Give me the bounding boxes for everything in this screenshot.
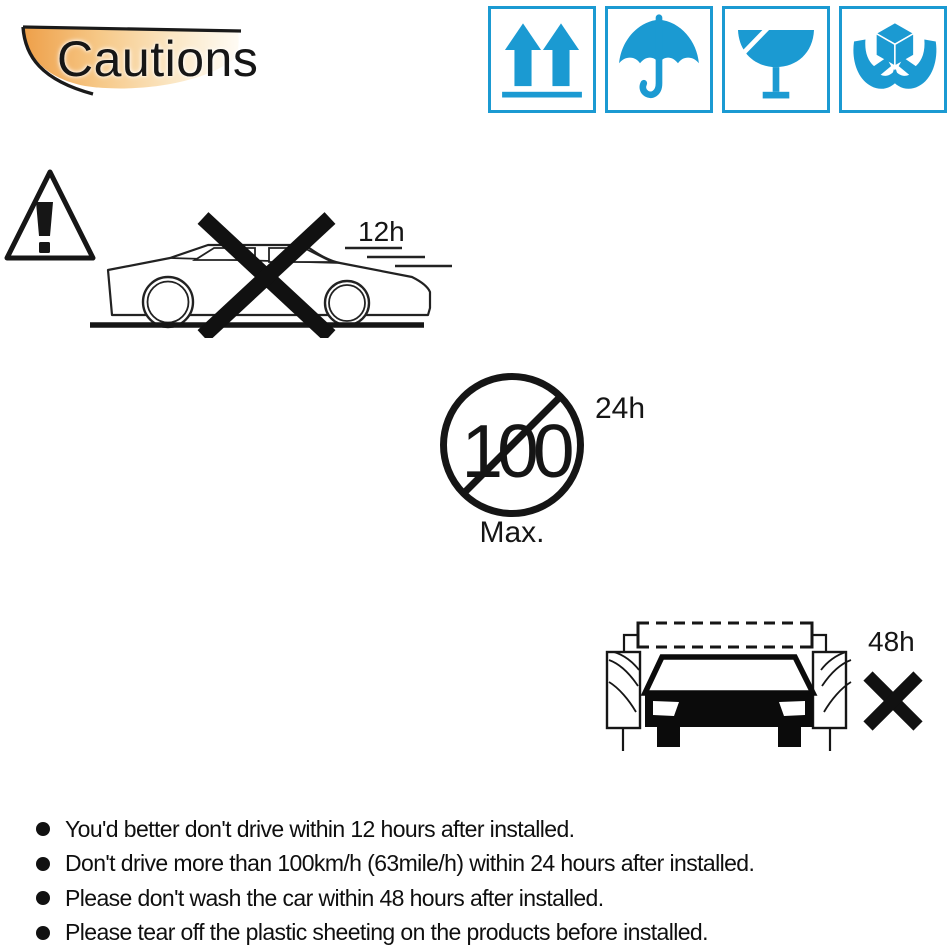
list-item [30, 881, 930, 916]
hands-box-icon [845, 12, 941, 107]
right-wheel [778, 727, 801, 747]
no-drive-duration-label: 12h [358, 216, 405, 247]
list-item [30, 812, 930, 847]
page-title: Cautions [57, 31, 259, 87]
left-wheel [657, 727, 680, 747]
speed-lines [345, 248, 452, 266]
bullet-dot [36, 891, 50, 905]
cautions-list [30, 812, 930, 949]
packaging-icon-handle-with-care [839, 6, 947, 113]
packaging-icon-this-way-up [488, 6, 596, 113]
bullet-dot [36, 822, 50, 836]
warning-triangle-icon [2, 166, 98, 266]
packaging-icon-fragile [722, 6, 830, 113]
packaging-icon-keep-dry [605, 6, 713, 113]
list-item-text: Please don't wash the car within 48 hours after installed. [65, 884, 604, 911]
left-brush [607, 652, 640, 751]
list-item [30, 916, 930, 949]
bullet-dot [36, 926, 50, 940]
list-item-text: You'd better don't drive within 12 hours after installed. [65, 815, 575, 842]
list-item [30, 847, 930, 882]
car-front-icon [645, 657, 813, 747]
speed-limit-duration-label: 24h [595, 392, 646, 425]
broken-glass-icon [728, 12, 824, 107]
speed-limit-value: 100 [461, 409, 569, 493]
bullet-dot [36, 857, 50, 871]
wash-gantry [624, 622, 826, 653]
packaging-icon-row [488, 6, 947, 113]
car-wash-figure [600, 608, 860, 758]
umbrella-icon [611, 12, 707, 107]
right-brush [813, 652, 851, 751]
no-wash-cross-icon [860, 668, 926, 734]
speed-limit-caption: Max. [479, 516, 545, 549]
list-item-text: Don't drive more than 100km/h (63mile/h) within 24 hours after installed. [65, 850, 755, 877]
list-item-text: Please tear off the plastic sheeting on the products before installed. [65, 919, 708, 946]
no-wash-duration-label: 48h [868, 626, 915, 657]
arrows-up-icon [494, 12, 590, 107]
